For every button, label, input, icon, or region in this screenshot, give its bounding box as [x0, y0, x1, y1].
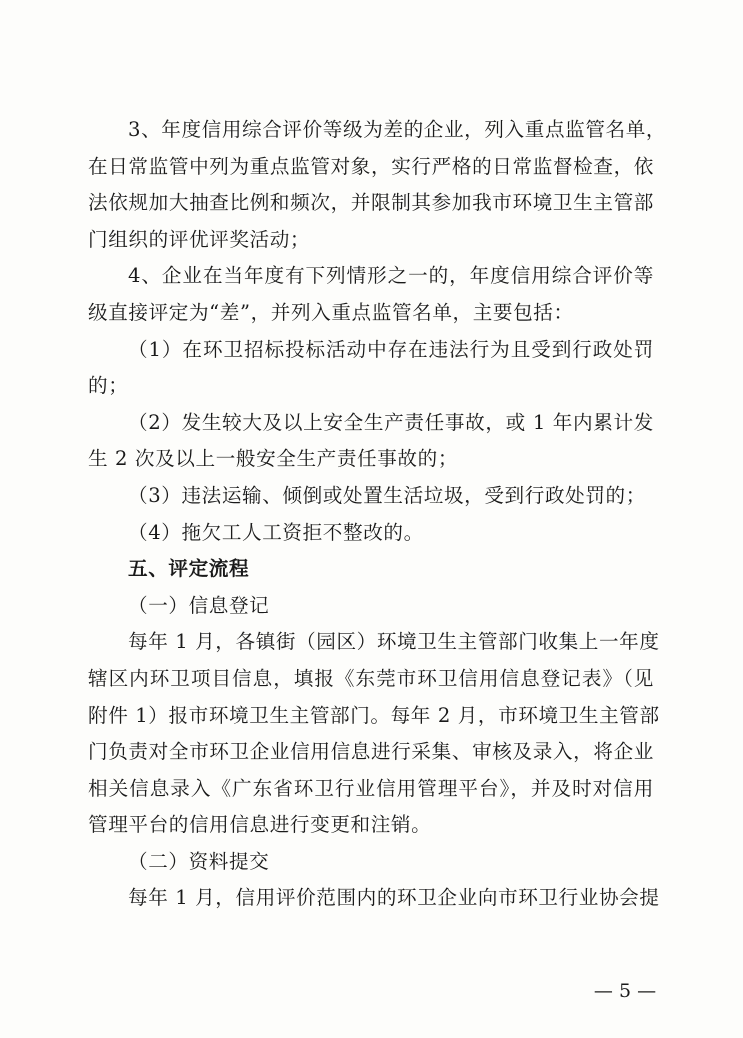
list-item-line: 生 2 次及以上一般安全生产责任事故的；: [88, 447, 459, 471]
paragraph-line: 门负责对全市环卫企业信用信息进行采集、审核及录入，将企业: [88, 740, 654, 764]
subsection-heading: （一）信息登记: [128, 593, 270, 617]
list-item-line: 的；: [88, 374, 129, 398]
paragraph-line: 3、年度信用综合评价等级为差的企业，列入重点监管名单，: [128, 118, 667, 141]
paragraph-line: 级直接评定为“差”，并列入重点监管名单，主要包括：: [88, 300, 574, 324]
paragraph-line: 附件 1）报市环境卫生主管部门。每年 2 月，市环境卫生主管部: [88, 703, 660, 727]
paragraph-line: 法依规加大抽查比例和频次，并限制其参加我市环境卫生主管部: [88, 191, 654, 215]
list-item-line: （4）拖欠工人工资拒不整改的。: [128, 520, 424, 544]
list-item-line: （1）在环卫招标投标活动中存在违法行为且受到行政处罚: [128, 337, 654, 361]
list-item-line: （3）违法运输、倾倒或处置生活垃圾，受到行政处罚的；: [128, 483, 646, 507]
paragraph-line: 门组织的评优评奖活动；: [88, 227, 311, 251]
subsection-heading: （二）资料提交: [128, 849, 270, 873]
paragraph-line: 相关信息录入《广东省环卫行业信用管理平台》，并及时对信用: [88, 776, 654, 800]
paragraph-line: 管理平台的信用信息进行变更和注销。: [88, 813, 432, 837]
paragraph-line: 每年 1 月，各镇街（园区）环境卫生主管部门收集上一年度: [128, 630, 660, 654]
list-item-line: （2）发生较大及以上安全生产责任事故，或 1 年内累计发: [128, 410, 654, 434]
document-body: [88, 112, 667, 917]
section-heading: 五、评定流程: [128, 557, 250, 581]
paragraph-line: 在日常监管中列为重点监管对象，实行严格的日常监督检查，依: [88, 154, 654, 178]
paragraph-line: 辖区内环卫项目信息，填报《东莞市环卫信用信息登记表》（见: [88, 666, 654, 690]
paragraph-line: 4、企业在当年度有下列情形之一的，年度信用综合评价等: [128, 264, 654, 288]
page-number: — 5 —: [593, 980, 657, 1002]
paragraph-line: 每年 1 月，信用评价范围内的环卫企业向市环卫行业协会提: [128, 886, 660, 910]
